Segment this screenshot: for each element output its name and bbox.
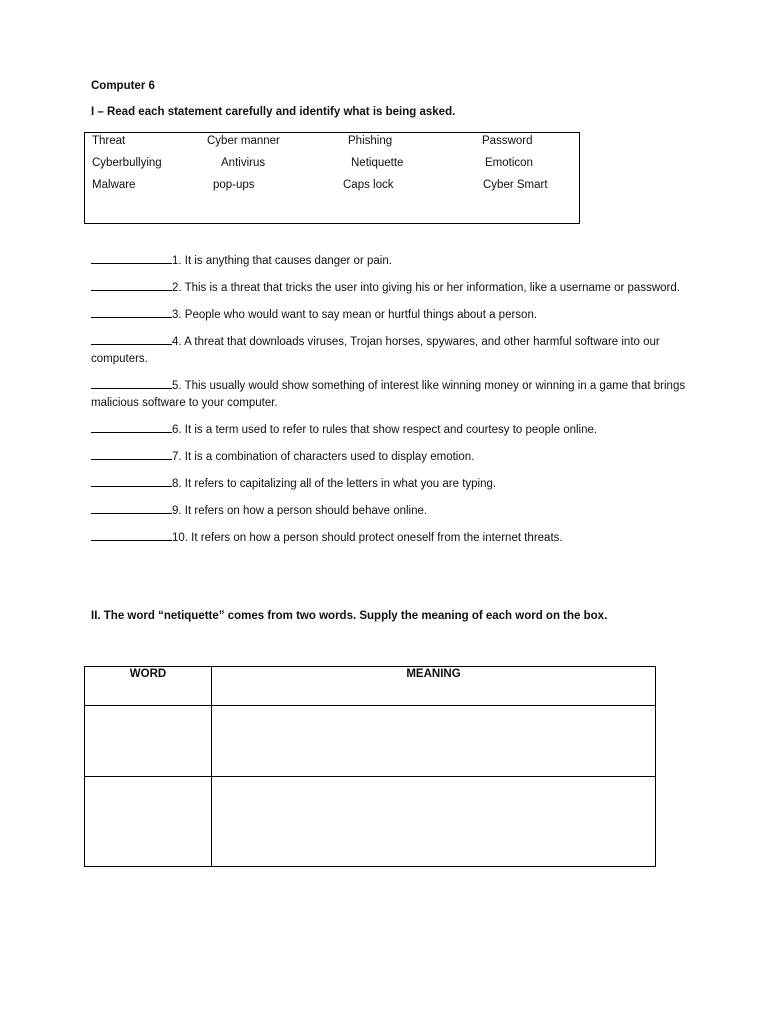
question-text: 3. People who would want to say mean or hurtful things about a person. — [172, 309, 538, 321]
word-bank-item: pop-ups — [213, 179, 255, 191]
answer-blank[interactable] — [91, 334, 172, 345]
word-bank-item: Password — [482, 135, 533, 147]
question-item — [91, 503, 691, 520]
table-row — [85, 777, 656, 867]
answer-blank[interactable] — [91, 476, 172, 487]
meaning-cell[interactable] — [212, 706, 656, 777]
question-item — [91, 280, 691, 297]
question-item — [91, 334, 691, 368]
word-bank-item: Caps lock — [343, 179, 394, 191]
word-bank-item: Netiquette — [351, 157, 404, 169]
meaning-table — [84, 666, 656, 867]
question-item — [91, 253, 691, 270]
question-text: 10. It refers on how a person should protect oneself from the internet threats. — [172, 532, 563, 544]
worksheet-title: Computer 6 — [91, 80, 155, 92]
meaning-cell[interactable] — [212, 777, 656, 867]
question-item — [91, 476, 691, 493]
question-text: 2. This is a threat that tricks the user into giving his or her information, like a username or password. — [172, 282, 680, 294]
question-item — [91, 449, 691, 466]
header-word: WORD — [85, 667, 212, 706]
question-list — [91, 253, 691, 557]
question-text: 5. This usually would show something of interest like winning money or winning in a game that brings malicious software to your computer. — [91, 380, 686, 409]
answer-blank[interactable] — [91, 530, 172, 541]
word-bank-item: Threat — [92, 135, 126, 147]
question-text: 6. It is a term used to refer to rules that show respect and courtesy to people online. — [172, 424, 598, 436]
word-bank-box — [84, 132, 580, 224]
question-item — [91, 307, 691, 324]
question-text: 4. A threat that downloads viruses, Trojan horses, spywares, and other harmful software into our computers. — [91, 336, 660, 365]
part1-instruction: I – Read each statement carefully and identify what is being asked. — [91, 106, 456, 118]
answer-blank[interactable] — [91, 449, 172, 460]
question-item — [91, 378, 691, 412]
word-bank-item: Cyberbullying — [92, 157, 162, 169]
question-text: 8. It refers to capitalizing all of the letters in what you are typing. — [172, 478, 497, 490]
question-item — [91, 422, 691, 439]
word-bank-item: Emoticon — [485, 157, 533, 169]
word-bank-item: Phishing — [348, 135, 393, 147]
question-text: 7. It is a combination of characters used to display emotion. — [172, 451, 475, 463]
word-bank-item: Malware — [92, 179, 136, 191]
word-cell[interactable] — [85, 706, 212, 777]
answer-blank[interactable] — [91, 253, 172, 264]
word-bank-item: Cyber manner — [207, 135, 280, 147]
answer-blank[interactable] — [91, 422, 172, 433]
answer-blank[interactable] — [91, 280, 172, 291]
question-text: 9. It refers on how a person should behave online. — [172, 505, 428, 517]
answer-blank[interactable] — [91, 378, 172, 389]
word-bank-item: Antivirus — [221, 157, 266, 169]
part2-instruction: II. The word “netiquette” comes from two words. Supply the meaning of each word on the box. — [91, 610, 608, 622]
answer-blank[interactable] — [91, 307, 172, 318]
table-row — [85, 706, 656, 777]
question-item — [91, 530, 691, 547]
word-bank-item: Cyber Smart — [483, 179, 548, 191]
answer-blank[interactable] — [91, 503, 172, 514]
table-header-row — [85, 667, 656, 706]
header-meaning: MEANING — [212, 667, 656, 706]
word-cell[interactable] — [85, 777, 212, 867]
question-text: 1. It is anything that causes danger or pain. — [172, 255, 392, 267]
